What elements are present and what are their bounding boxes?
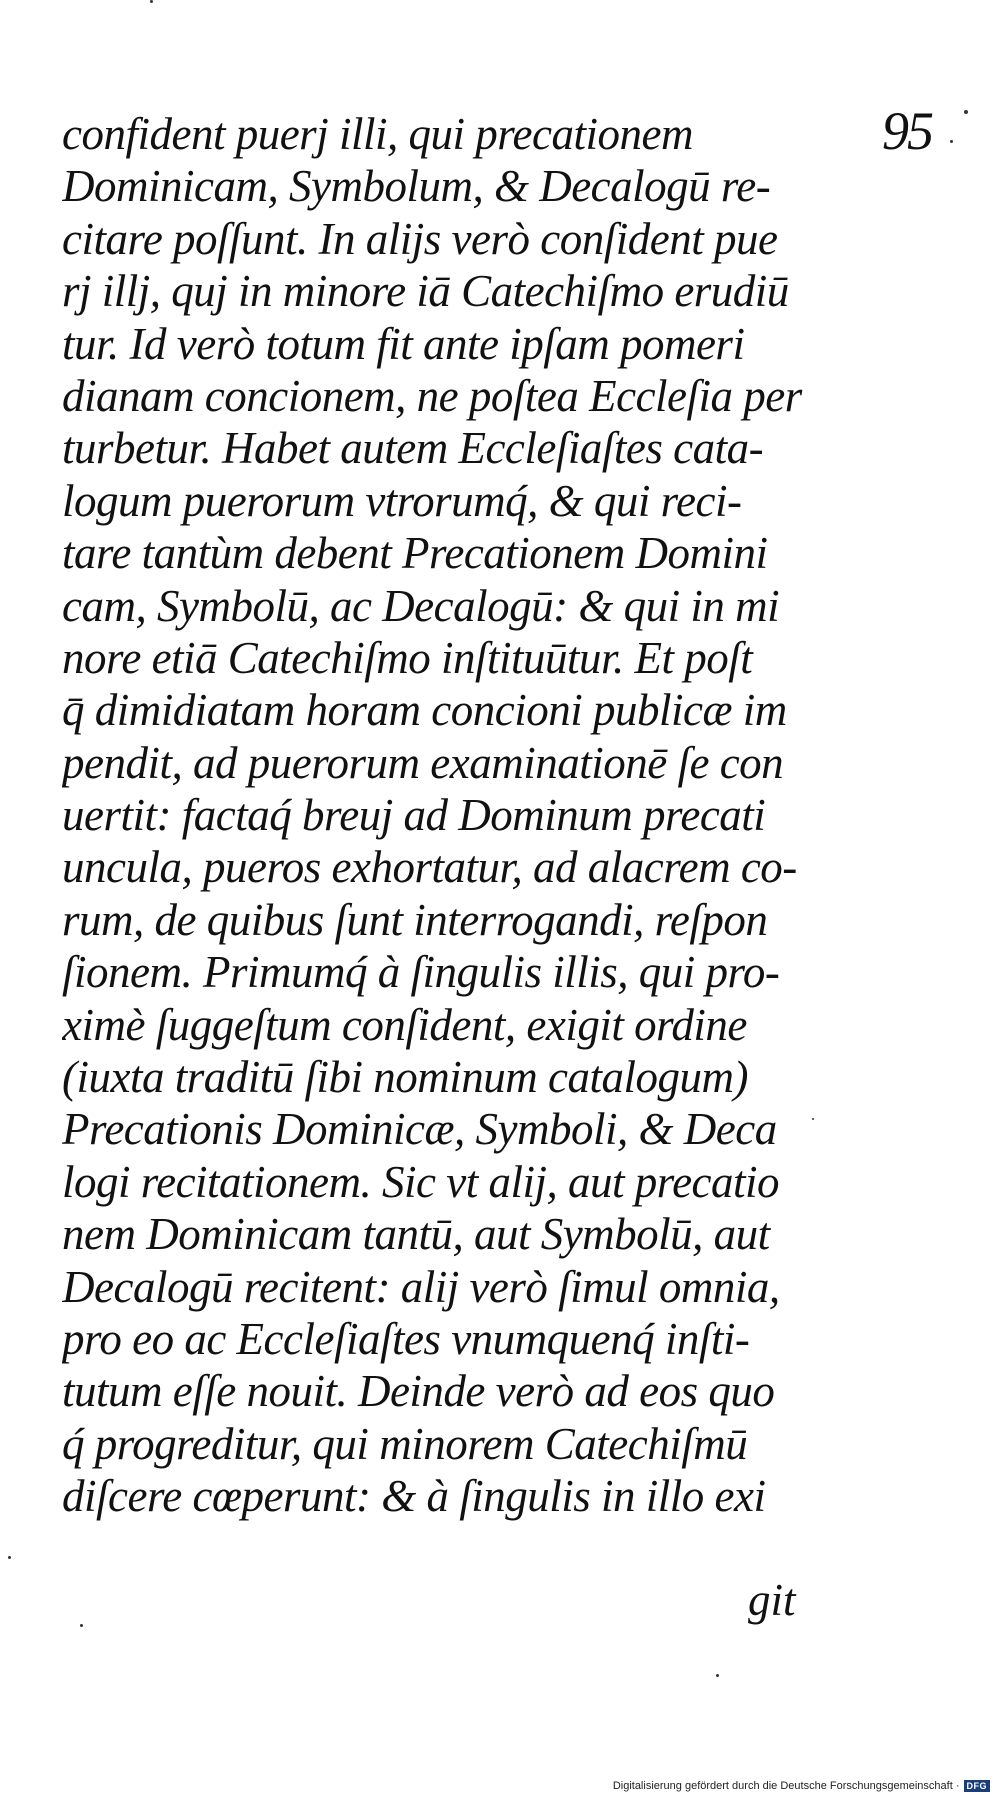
dfg-logo: DFG — [964, 1780, 991, 1792]
text-line: tutum eſſe nouit. Deinde verò ad eos quo — [62, 1366, 775, 1417]
text-line: diſcere cœperunt: & à ſingulis in illo exi — [62, 1471, 766, 1522]
text-line: (iuxta traditū ſibi nominum catalogum) — [62, 1052, 748, 1103]
scan-speck — [812, 1118, 814, 1120]
scan-speck — [80, 1624, 83, 1627]
text-line: q́ progreditur, qui minorem Catechiſmū — [62, 1418, 748, 1469]
scan-speck — [716, 1674, 719, 1677]
text-line: logum puerorum vtrorumq́, & qui reci- — [62, 475, 742, 526]
text-line: rj illj, quj in minore iā Catechiſmo erudiū — [62, 266, 789, 317]
text-line: Precationis Dominicæ, Symboli, & Deca — [62, 1104, 777, 1155]
text-line: Dominicam, Symbolum, & Decalogū re- — [62, 161, 771, 212]
text-line: pendit, ad puerorum examinationē ſe con — [62, 737, 784, 788]
body-text — [62, 108, 822, 1523]
text-line: tur. Id verò totum fit ante ipſam pomeri — [62, 318, 745, 369]
text-line: citare poſſunt. In alijs verò conſident pue — [62, 213, 778, 264]
catchword: git — [748, 1575, 796, 1625]
text-line: nore etiā Catechiſmo inſtituūtur. Et poſt — [62, 632, 753, 683]
digitization-credit — [613, 1780, 990, 1792]
text-line: ximè ſuggeſtum conſident, exigit ordine — [62, 999, 747, 1050]
text-line: uncula, pueros exhortatur, ad alacrem co- — [62, 842, 797, 893]
text-line: ſionem. Primumq́ à ſingulis illis, qui pro- — [62, 947, 780, 998]
text-line: Decalogū recitent: alij verò ſimul omnia, — [62, 1261, 780, 1312]
text-line: confident puerj illi, qui precationem — [62, 109, 693, 159]
scan-speck — [150, 0, 153, 3]
text-line: uertit: factaq́ breuj ad Dominum precati — [62, 790, 766, 841]
credit-text: Digitalisierung gefördert durch die Deutsche Forschungsgemeinschaft · — [612, 1780, 960, 1792]
text-line: pro eo ac Eccleſiaſtes vnumquenq́ inſti- — [62, 1313, 750, 1364]
text-line: rum, de quibus ſunt interrogandi, reſpon — [62, 894, 768, 945]
page-number: 95 — [882, 101, 932, 161]
scan-speck — [964, 110, 968, 114]
scan-speck — [950, 140, 953, 143]
text-line: q̄ dimidiatam horam concioni publicæ im — [62, 685, 787, 736]
scan-speck — [8, 1556, 11, 1559]
text-line: dianam concionem, ne poſtea Eccleſia per — [62, 370, 802, 421]
text-line: turbetur. Habet autem Eccleſiaſtes cata- — [62, 423, 764, 474]
text-line: cam, Symbolū, ac Decalogū: & qui in mi — [62, 580, 780, 631]
text-line: nem Dominicam tantū, aut Symbolū, aut — [62, 1209, 770, 1260]
text-line: logi recitationem. Sic vt alij, aut precatio — [62, 1156, 780, 1207]
text-line: tare tantùm debent Precationem Domini — [62, 528, 768, 579]
